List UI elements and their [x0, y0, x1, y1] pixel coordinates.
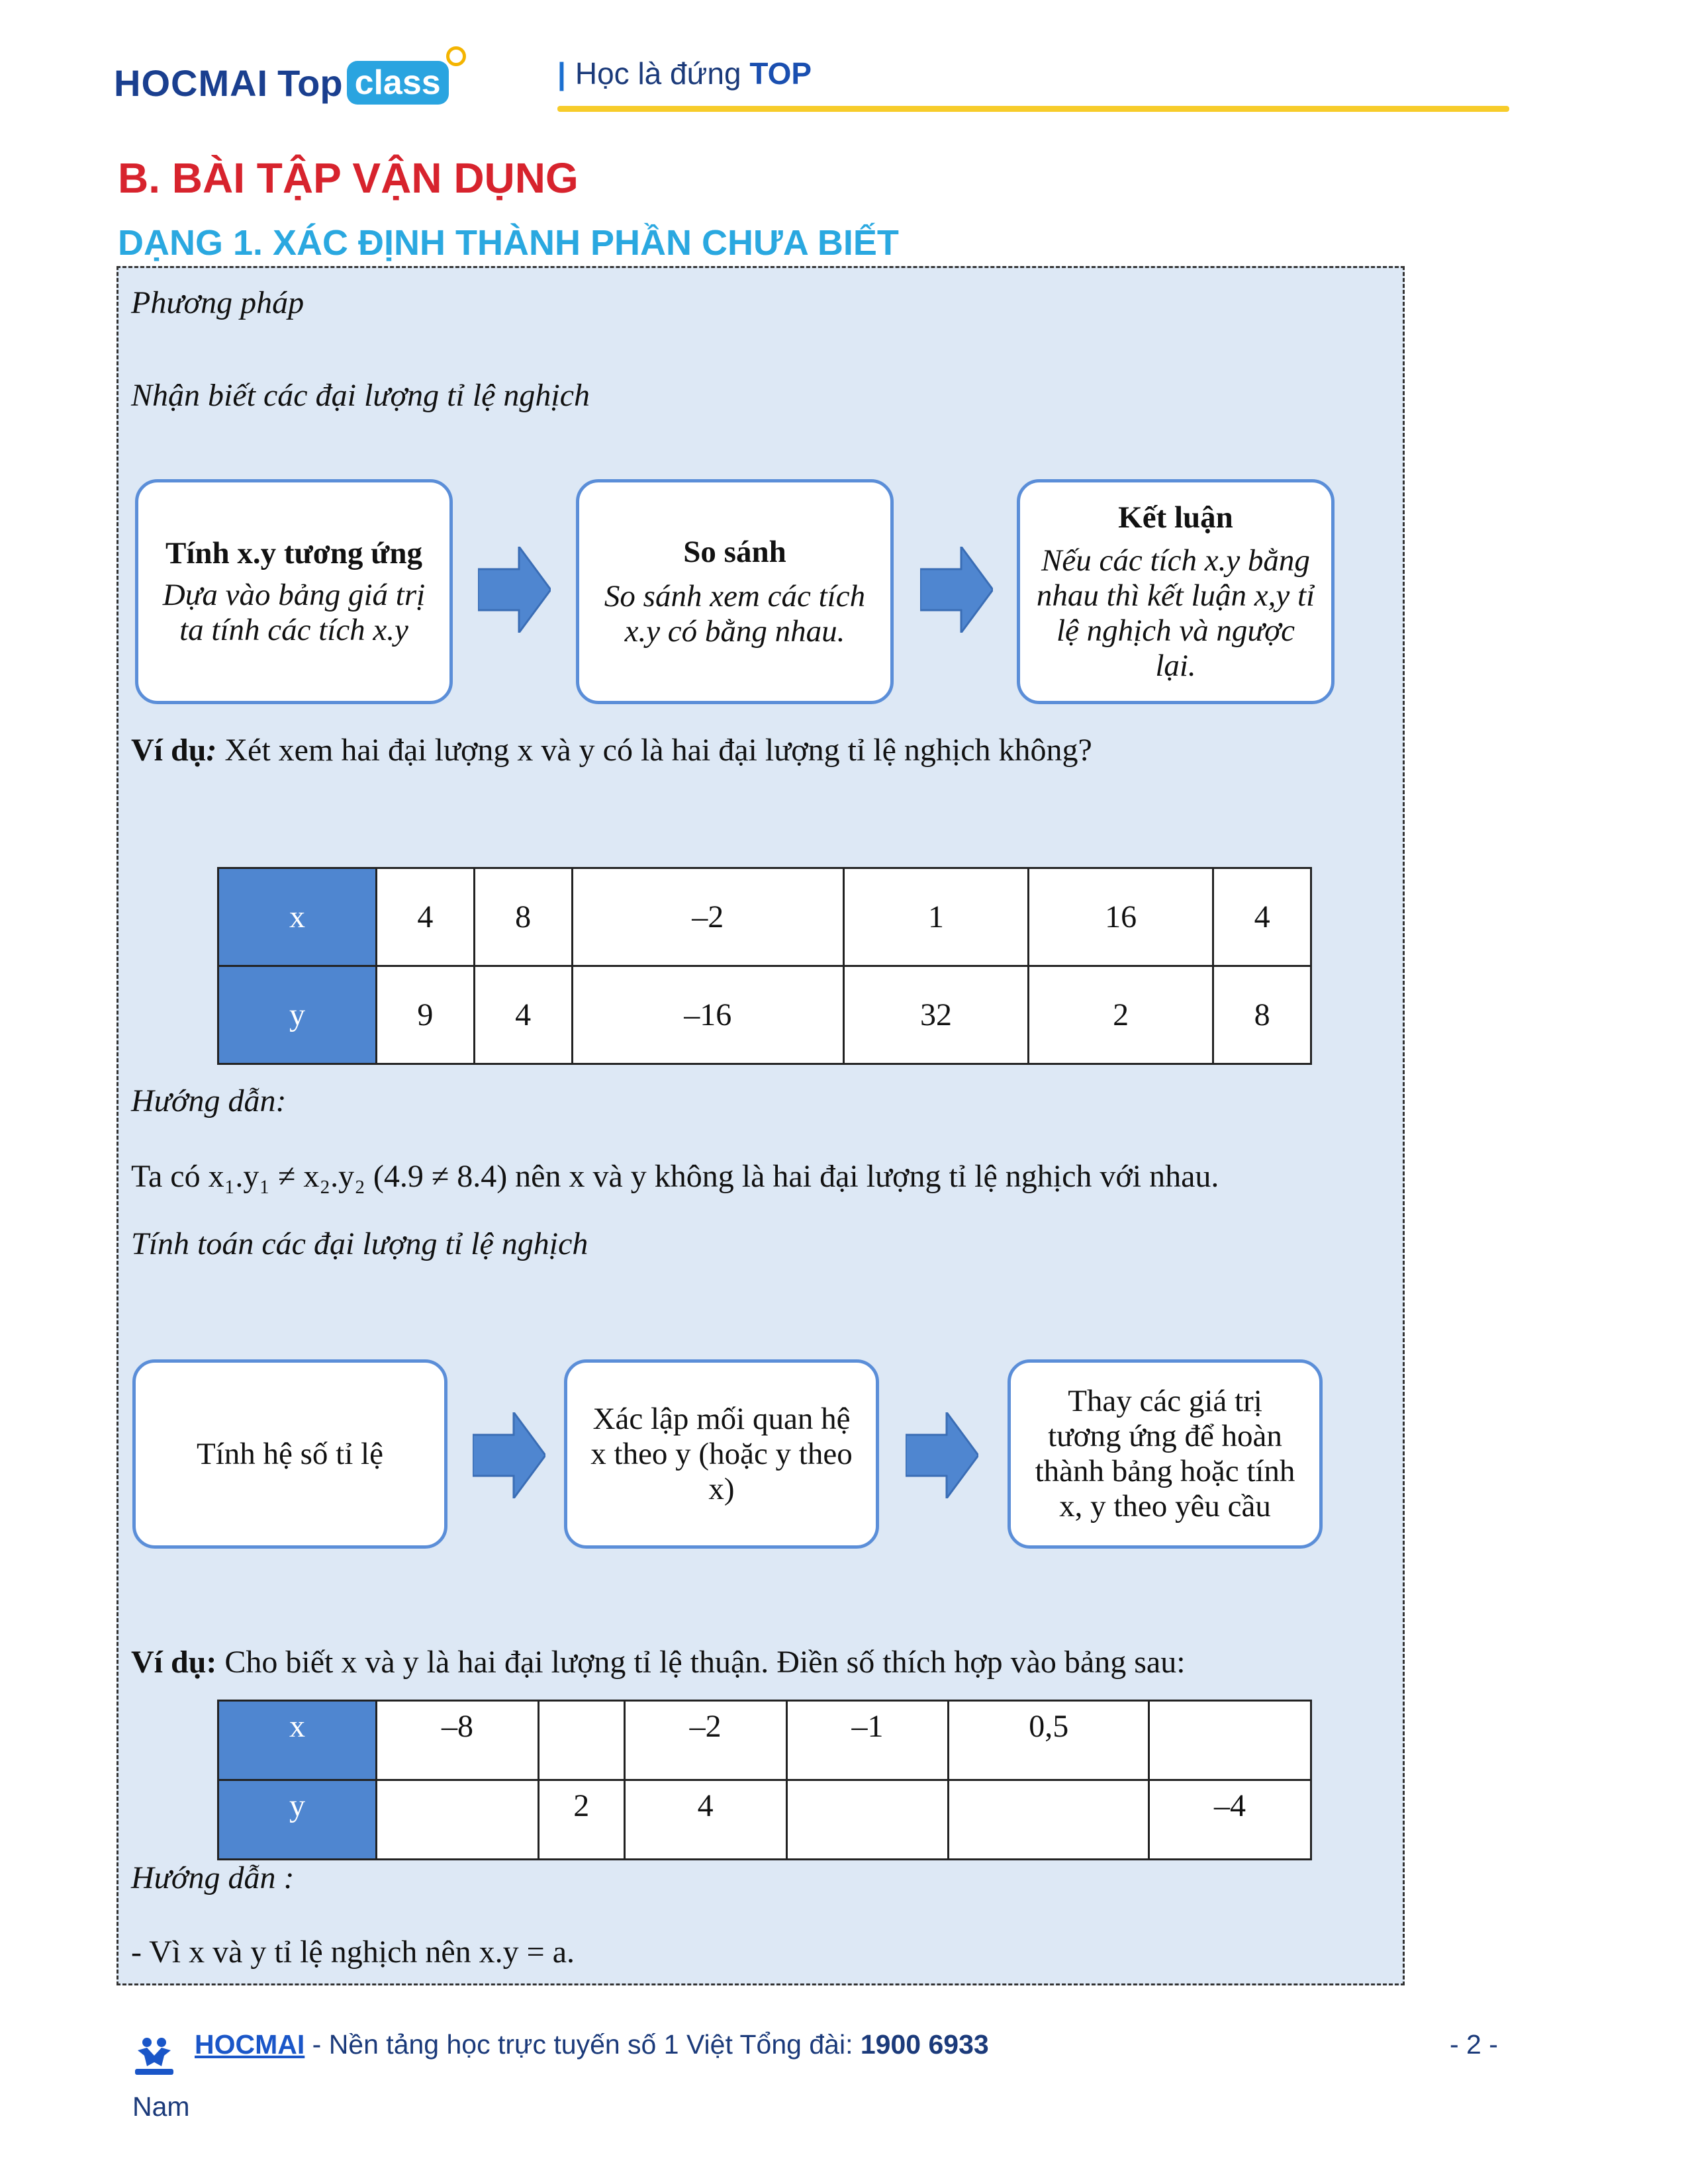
table2-cell: [949, 1780, 1149, 1860]
example2: [131, 1644, 1186, 1681]
flow1-step-compare: [576, 479, 894, 704]
table2-cell: [786, 1780, 949, 1860]
guide1-prefix: Ta có: [131, 1159, 209, 1194]
example1-label: Ví dụ: [131, 733, 207, 768]
slogan-bar: |: [557, 56, 566, 91]
footer-text: - Nền tảng học trực tuyến số 1 Việt Tổng đài:: [305, 2029, 861, 2060]
guide1-suffix: nên x và y không là hai đại lượng tỉ lệ nghịch với nhau.: [507, 1159, 1219, 1194]
table2-cell: 0,5: [949, 1701, 1149, 1780]
method-label: Phương pháp: [131, 285, 305, 320]
slogan-text: Học là đứng: [575, 56, 741, 91]
table1-cell: 8: [474, 868, 572, 966]
flow2-arrow-2: [906, 1412, 978, 1498]
slogan: [557, 56, 812, 91]
table2-cell: [538, 1701, 624, 1780]
table1-cell: 1: [843, 868, 1028, 966]
table1-cell: 2: [1029, 966, 1213, 1064]
flow1-arrow-1: [478, 547, 551, 633]
table1-cell: 9: [377, 966, 475, 1064]
flow1-step-compute-body: Dựa vào bảng giá trị ta tính các tích x.y: [162, 577, 426, 647]
logo-class-text: class: [354, 64, 441, 102]
flow2-arrow-1: [473, 1412, 545, 1498]
footer-line: [195, 2029, 989, 2060]
footer-brand-link[interactable]: HOCMAI: [195, 2029, 305, 2060]
table2-row-x: [218, 1701, 1311, 1780]
guide2-text: - Vì x và y tỉ lệ nghịch nên x.y = a.: [131, 1934, 575, 1970]
example1-text: Xét xem hai đại lượng x và y có là hai đại lượng tỉ lệ nghịch không?: [216, 733, 1092, 768]
table1-cell: –2: [572, 868, 843, 966]
flow2-step-substitute: [1008, 1359, 1323, 1549]
footer-line2: Nam: [132, 2091, 190, 2122]
guide2-label: Hướng dẫn :: [131, 1860, 295, 1895]
example2-text: Cho biết x và y là hai đại lượng tỉ lệ thuận. Điền số thích hợp vào bảng sau:: [216, 1645, 1186, 1680]
flow1-step-compare-heading: So sánh: [683, 534, 786, 569]
part2-title: Tính toán các đại lượng tỉ lệ nghịch: [131, 1226, 588, 1261]
header-divider: [557, 106, 1509, 112]
flow1-arrow-2: [920, 547, 993, 633]
hocmai-footer-logo-icon: [132, 2036, 176, 2077]
part1-title: Nhận biết các đại lượng tỉ lệ nghịch: [131, 378, 590, 413]
table1-row-y: [218, 966, 1311, 1064]
flow1-step-conclusion-heading: Kết luận: [1118, 500, 1233, 535]
table2-cell: 4: [624, 1780, 786, 1860]
table2-cell: –8: [377, 1701, 539, 1780]
section-title: B. BÀI TẬP VẬN DỤNG: [118, 154, 579, 202]
table2-cell: [377, 1780, 539, 1860]
guide1-formula: x₁.y₁ ≠ x₂.y₂ (4.9 ≠ 8.4): [208, 1159, 508, 1194]
flow1-step-conclusion: [1017, 479, 1335, 704]
flow1-step-compute-heading: Tính x.y tương ứng: [165, 535, 423, 570]
hocmai-topclass-logo: [114, 53, 449, 113]
footer-phone: 1900 6933: [860, 2029, 989, 2060]
table1-cell: 4: [1213, 868, 1311, 966]
table2: [217, 1700, 1312, 1860]
guide1-text: [131, 1158, 1219, 1195]
sun-icon: [446, 46, 466, 66]
flow1-step-compare-body: So sánh xem các tích x.y có bằng nhau.: [604, 578, 866, 649]
table1-cell: 32: [843, 966, 1028, 1064]
table2-cell: –1: [786, 1701, 949, 1780]
flow2-step-relation: [564, 1359, 879, 1549]
logo-hocmai-text: HOCMAI: [114, 62, 269, 104]
type-title: DẠNG 1. XÁC ĐỊNH THÀNH PHẦN CHƯA BIẾT: [118, 223, 899, 263]
example1: [131, 732, 1092, 769]
page-number: - 2 -: [1450, 2029, 1498, 2060]
slogan-bold: TOP: [749, 56, 812, 91]
flow1-step-compute: [135, 479, 453, 704]
flow2-step-relation-body: Xác lập mối quan hệ x theo y (hoặc y theo x): [590, 1401, 853, 1506]
table1-x-label: x: [218, 868, 377, 966]
table2-x-label: x: [218, 1701, 377, 1780]
example2-label: Ví dụ:: [131, 1645, 217, 1680]
table2-y-label: y: [218, 1780, 377, 1860]
table2-cell: [1149, 1701, 1311, 1780]
table1-row-x: [218, 868, 1311, 966]
table2-cell: 2: [538, 1780, 624, 1860]
table2-cell: –4: [1149, 1780, 1311, 1860]
table1-cell: 16: [1029, 868, 1213, 966]
table1-cell: 8: [1213, 966, 1311, 1064]
table2-cell: –2: [624, 1701, 786, 1780]
logo-top-text: Top: [277, 62, 343, 104]
logo-class-badge: [347, 61, 449, 105]
flow2-step-substitute-body: Thay các giá trị tương ứng để hoàn thành bảng hoặc tính x, y theo yêu cầu: [1035, 1384, 1295, 1524]
table2-row-y: [218, 1780, 1311, 1860]
table1-y-label: y: [218, 966, 377, 1064]
guide1-label: Hướng dẫn:: [131, 1083, 287, 1118]
flow2-step-coefficient: [132, 1359, 447, 1549]
table1-cell: 4: [377, 868, 475, 966]
table1-cell: –16: [572, 966, 843, 1064]
example1-colon: :: [206, 733, 217, 768]
flow1-step-conclusion-body: Nếu các tích x.y bằng nhau thì kết luận x,y tỉ lệ nghịch và ngược lại.: [1036, 543, 1315, 683]
table1: [217, 867, 1312, 1065]
flow2-step-coefficient-body: Tính hệ số tỉ lệ: [197, 1436, 383, 1471]
table1-cell: 4: [474, 966, 572, 1064]
